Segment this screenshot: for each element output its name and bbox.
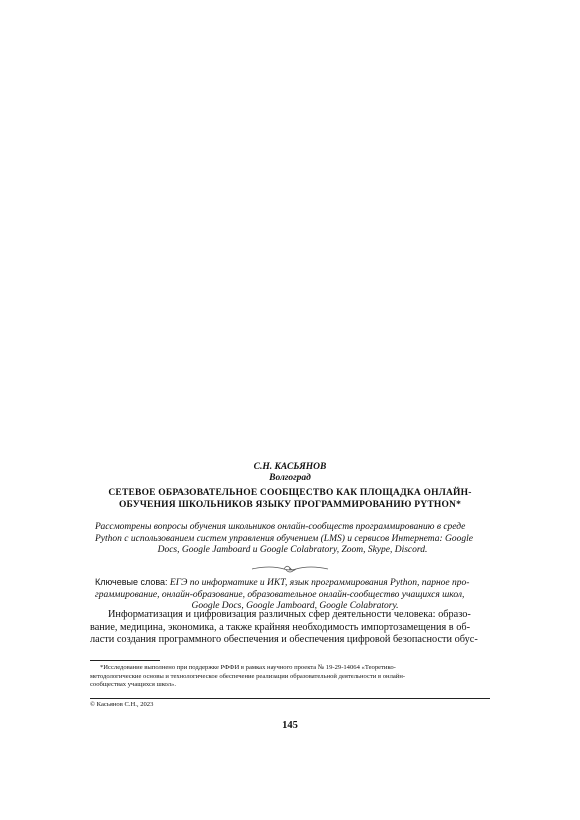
body-text [90,609,490,647]
body-line: вание, медицина, экономика, а также крайняя необходимость импортозамещения в об- [90,621,471,633]
abstract-line: Python с использованием систем управления обучением (LMS) и сервисов Интернета: Google [95,533,473,544]
body-line: Информатизация и цифровизация различных сфер деятельности человека: образо- [108,609,471,620]
abstract-line: Рассмотрены вопросы обучения школьников онлайн-сообществ программированию в среде [95,522,466,532]
footnote-line: сообществах учащихся школ». [90,681,177,689]
footnote-line: *Исследование выполнено при поддержке РФФИ в рамках научного проекта № 19-29-14064 «Теоретико- [100,664,396,671]
author-city: Волгоград [269,473,311,483]
copyright-notice: © Касьянов С.Н., 2023 [90,701,154,708]
title-line: СЕТЕВОЕ ОБРАЗОВАТЕЛЬНОЕ СООБЩЕСТВО КАК ПЛОЩАДКА ОНЛАЙН- [108,488,472,498]
abstract [95,522,490,557]
footnote-line: методологические основы и технологическое обеспечение реализации образовательной деятельности в онлайн- [90,672,406,680]
title-line: ОБУЧЕНИЯ ШКОЛЬНИКОВ ЯЗЫКУ ПРОГРАММИРОВАНИЮ PYTHON* [118,499,462,510]
copyright-divider [90,698,490,699]
footnote [90,664,490,690]
keywords-block [95,577,495,613]
author-name: С.Н. КАСЬЯНОВ [253,462,327,472]
keywords-label: Ключевые слова: [95,577,168,587]
keywords-text: ЕГЭ по информатике и ИКТ, язык программирования Python, парное про- [169,578,470,588]
keywords-text: граммирование, онлайн-образование, образовательное онлайн-сообщество учащихся школ, [95,589,465,600]
body-line: ласти создания программного обеспечения и обеспечения цифровой безопасности обус- [90,634,478,646]
ornament-divider-icon [250,562,330,576]
abstract-line: Docs, Google Jamboard и Google Colabratory, Zoom, Skype, Discord. [157,545,428,555]
article-title [90,488,490,511]
keywords-text: Google Docs, Google Jamboard, Google Colabratory. [191,601,399,611]
footnote-divider [90,660,160,661]
page-number: 145 [282,720,298,731]
